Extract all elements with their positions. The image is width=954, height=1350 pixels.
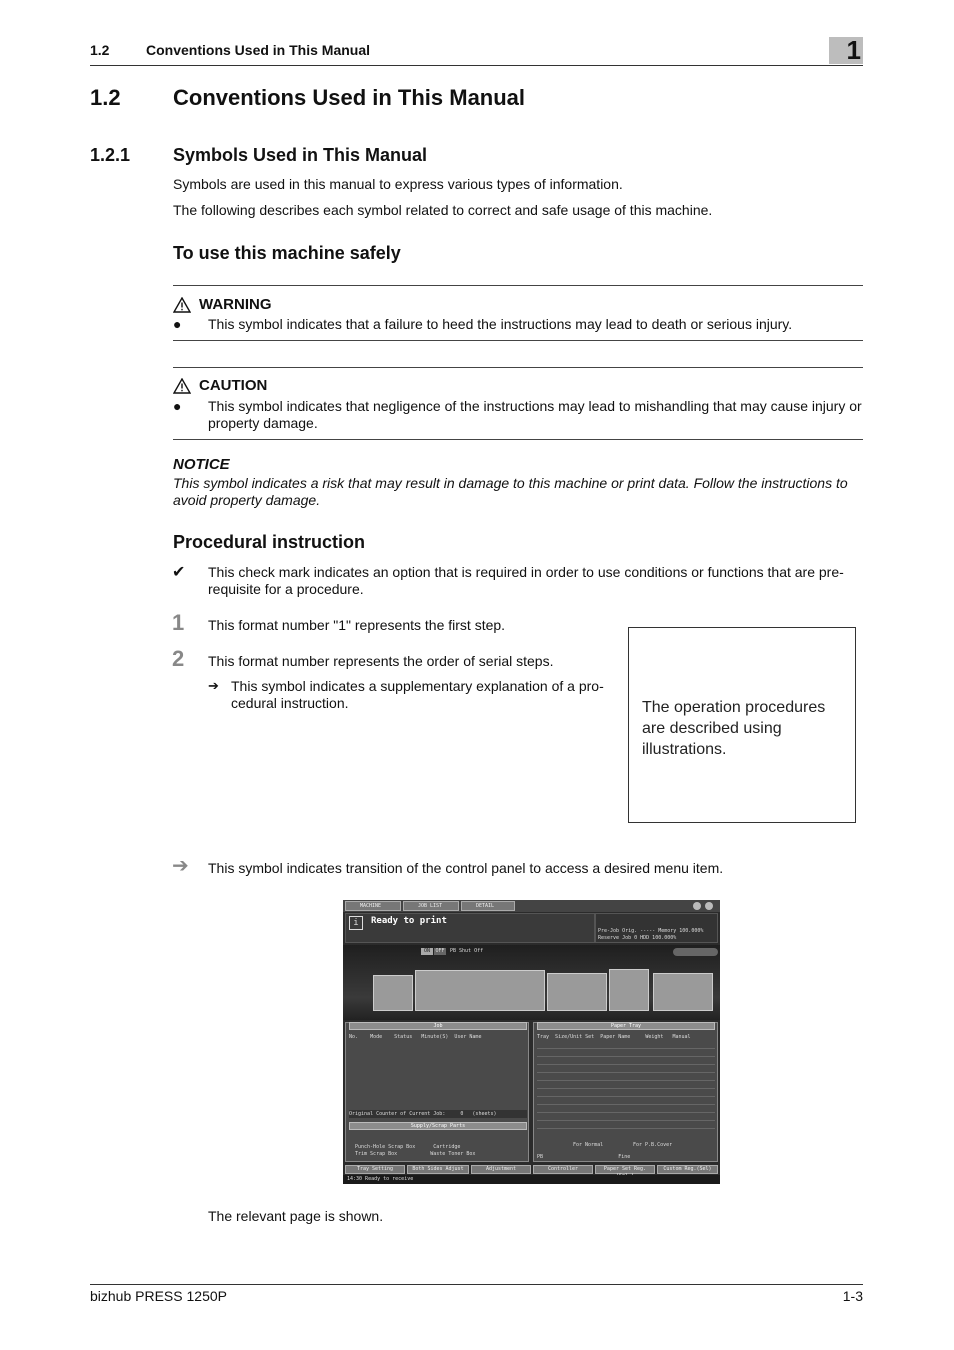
screen-paper-pane	[533, 1022, 718, 1162]
warning-triangle-icon	[173, 297, 191, 313]
caution-label-text: CAUTION	[199, 377, 268, 394]
screen-machine-image	[343, 945, 720, 1020]
screen-paper-row	[537, 1096, 715, 1097]
screen-pb-shut-off: PB Shut Off	[450, 948, 484, 954]
notice-text: This symbol indicates a risk that may result in damage to this machine or print data. Follow the instructions to avoid property damage.	[173, 475, 848, 508]
screen-btn-controller[interactable]: Controller	[533, 1165, 593, 1174]
screen-paper-row	[537, 1128, 715, 1129]
supplement-arrow-icon: ➔	[208, 678, 219, 693]
screen-pb-row: PB Fine	[537, 1154, 631, 1160]
screen-supply-row-1: Punch-Hole Scrap Box Cartridge	[355, 1144, 461, 1150]
heading1-number: 1.2	[90, 85, 121, 110]
screen-job-header: Job	[349, 1022, 527, 1030]
heading1-title: Conventions Used in This Manual	[173, 85, 526, 110]
screen-paper-row	[537, 1064, 715, 1065]
running-header-section-number: 1.2	[90, 42, 110, 58]
heading2-title: Symbols Used in This Manual	[173, 145, 428, 165]
caution-bullet: ●	[173, 398, 182, 414]
notice-label: NOTICE	[173, 456, 230, 473]
screen-memory-panel	[595, 913, 718, 943]
warning-label	[173, 296, 272, 313]
screen-supply-row-2: Trim Scrap Box Waste Toner Box	[355, 1151, 476, 1157]
check-mark-icon: ✔	[172, 564, 186, 581]
screen-tab-detail[interactable]: DETAIL	[461, 901, 515, 911]
screen-footer-status: 14:30 Ready to receive	[343, 1175, 720, 1184]
machine-unit	[547, 973, 607, 1011]
screen-paper-header: Paper Tray	[537, 1022, 715, 1030]
screen-memory-line-1: Pre-Job Orig. ----- Memory 100.000%	[598, 928, 704, 934]
caution-text: This symbol indicates that negligence of the instructions may lead to mishandling that may cause injury or property damage.	[208, 398, 862, 431]
screen-toggle-on[interactable]: ON	[421, 948, 433, 955]
caution-bottom-rule	[173, 439, 863, 440]
step-1-text: This format number "1" represents the first step.	[208, 617, 506, 633]
screen-btn-adjustment[interactable]: Adjustment	[471, 1165, 531, 1174]
screen-btn-both-sides-adjust[interactable]: Both Sides Adjust	[407, 1165, 469, 1174]
screen-help-icon[interactable]	[705, 902, 713, 910]
header-divider	[90, 65, 863, 66]
screen-job-columns: No. Mode Status Minute(S) User Name	[349, 1034, 482, 1040]
machine-unit	[373, 975, 413, 1011]
safety-heading: To use this machine safely	[173, 243, 401, 263]
machine-unit	[609, 969, 649, 1011]
screen-paper-row	[537, 1048, 715, 1049]
footer-product-name: bizhub PRESS 1250P	[90, 1288, 227, 1304]
screen-info-icon: i	[349, 916, 363, 930]
warning-top-rule	[173, 285, 863, 286]
footer-page-number: 1-3	[842, 1288, 863, 1304]
screen-paper-row	[537, 1112, 715, 1113]
check-text: This check mark indicates an option that is required in order to use conditions or functions that are pre-requisite for a procedure.	[208, 564, 844, 597]
screen-paper-columns: Tray Size/Unit Set Paper Name Weight Manual	[537, 1034, 691, 1040]
screen-memory-line-2: Reserve Job 0 HDD 100.000%	[598, 935, 677, 941]
screen-paper-row	[537, 1104, 715, 1105]
machine-unit	[653, 973, 713, 1011]
warning-text: This symbol indicates that a failure to heed the instructions may lead to death or serious injury.	[208, 316, 793, 332]
warning-bottom-rule	[173, 340, 863, 341]
screen-tab-machine[interactable]: MACHINE	[345, 901, 401, 911]
screen-legend-pb: For P.B.Cover	[633, 1142, 673, 1148]
caution-label	[173, 377, 267, 394]
screen-caption: The relevant page is shown.	[208, 1208, 384, 1224]
screen-paper-row	[537, 1088, 715, 1089]
screen-legend-normal: For Normal	[573, 1142, 604, 1148]
intro-paragraph-1: Symbols are used in this manual to express various types of information.	[173, 176, 623, 192]
transition-arrow-icon: ➔	[172, 855, 189, 877]
screen-original-counter: Original Counter of Current Job: 0 (sheets)	[349, 1110, 527, 1118]
screen-btn-tray-setting[interactable]: Tray Setting	[345, 1165, 405, 1174]
machine-unit	[415, 970, 545, 1011]
chapter-tab: 1	[829, 37, 863, 64]
procedural-heading: Procedural instruction	[173, 532, 366, 552]
supplement-text: This symbol indicates a supplementary explanation of a pro-cedural instruction.	[231, 678, 604, 711]
transition-text: This symbol indicates transition of the control panel to access a desired menu item.	[208, 860, 724, 876]
screen-toggle-off[interactable]: OFF	[435, 948, 445, 954]
caution-top-rule	[173, 367, 863, 368]
warning-label-text: WARNING	[199, 296, 272, 313]
step-2-number: 2	[172, 646, 185, 671]
screen-status-text: Ready to print	[371, 916, 447, 926]
heading2-number: 1.2.1	[90, 145, 131, 165]
screen-btn-paper-set-reg[interactable]: Paper Set Reg.	[595, 1165, 655, 1174]
running-header-title: Conventions Used in This Manual	[146, 42, 371, 58]
caution-triangle-icon	[173, 378, 191, 394]
screen-supply-header: Supply/Scrap Parts	[349, 1122, 527, 1130]
footer-divider	[90, 1284, 863, 1285]
illustration-text: The operation procedures are described using illustrations.	[642, 699, 826, 758]
control-panel-screenshot	[343, 900, 720, 1184]
screen-gear-icon[interactable]	[693, 902, 701, 910]
warning-bullet: ●	[173, 316, 182, 332]
step-1-number: 1	[172, 610, 185, 635]
screen-btn-custom-reg[interactable]: Custom Reg.(Sel)	[657, 1165, 718, 1174]
screen-paper-row	[537, 1072, 715, 1073]
screen-paper-row	[537, 1120, 715, 1121]
step-2-text: This format number represents the order of serial steps.	[208, 653, 554, 669]
screen-paper-row	[537, 1080, 715, 1081]
intro-paragraph-2: The following describes each symbol related to correct and safe usage of this machine.	[173, 202, 713, 218]
screen-tab-job-list[interactable]: JOB LIST	[403, 901, 459, 911]
screen-job-pane	[345, 1022, 529, 1162]
screen-pill-button[interactable]	[673, 948, 718, 956]
screen-paper-row	[537, 1056, 715, 1057]
